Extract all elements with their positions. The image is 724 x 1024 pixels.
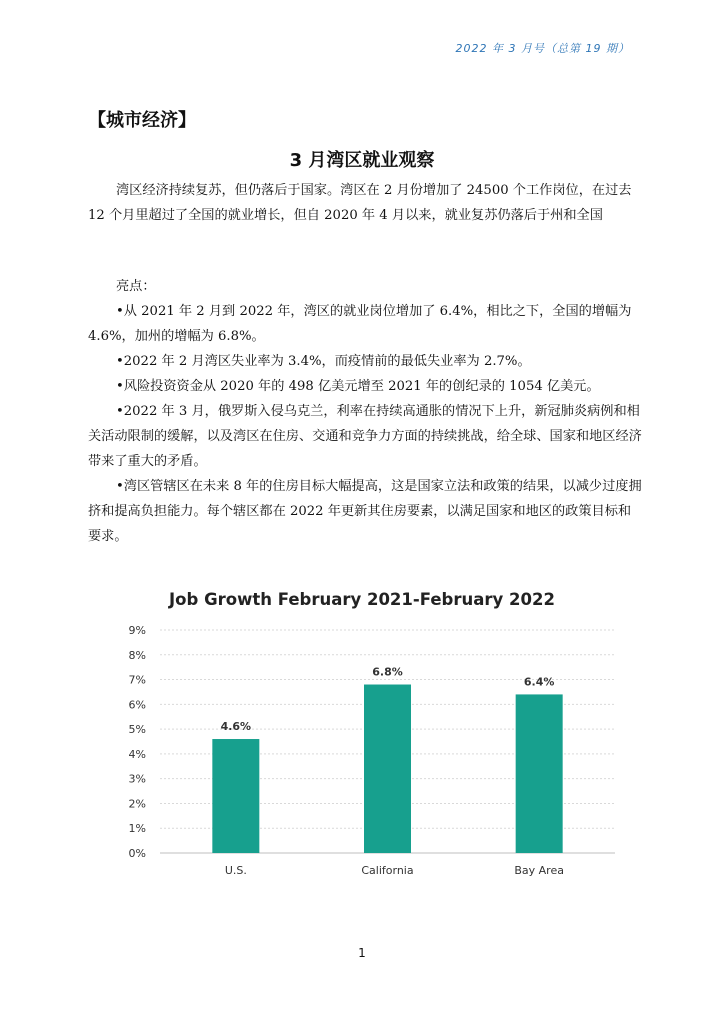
highlight-item: •风险投资资金从 2020 年的 498 亿美元增至 2021 年的创纪录的 1054 亿美元。 [116,379,600,394]
data-label: 6.4% [523,675,555,689]
bar [516,694,563,853]
highlights-label: 亮点： [116,279,156,294]
y-tick-label: 8% [128,648,146,662]
y-tick-label: 2% [128,797,146,811]
intro-text: 湾区经济持续复苏，但仍落后于国家。湾区在 2 月份增加了 24500 个工作岗位，在过去 12 个月里超过了全国的就业增长，但自 2020 年 4 月以来，就业复苏仍落后于州和全国 [88,183,632,223]
highlight-item: •湾区管辖区在未来 8 年的住房目标大幅提高，这是国家立法和政策的结果，以减少过度拥挤和提高负担能力。每个辖区都在 2022 年更新其住房要素，以满足国家和地区的政策目标和要求。 [88,479,642,544]
bar [364,685,411,853]
issue-header: 2022 年 3 月号（总第 19 期） [455,42,630,55]
y-tick-label: 6% [128,698,146,712]
y-tick-label: 7% [128,673,146,687]
y-tick-label: 5% [128,723,146,737]
chart-title: Job Growth February 2021-February 2022 [169,590,555,609]
y-tick-label: 3% [128,772,146,786]
page-number: 1 [358,946,366,960]
highlights-section [88,274,644,549]
job-growth-bar-chart [110,614,630,884]
y-tick-label: 9% [128,624,146,637]
y-tick-label: 1% [128,822,146,836]
section-tag: 【城市经济】 [88,110,196,131]
category-label: California [361,864,414,877]
category-label: Bay Area [514,864,564,877]
y-tick-label: 4% [128,747,146,761]
highlight-item: •2022 年 3 月，俄罗斯入侵乌克兰，利率在持续高通胀的情况下上升，新冠肺炎病例和相关活动限制的缓解，以及湾区在住房、交通和竞争力方面的持续挑战，给全球、国家和地区经济带来了重大的矛盾。 [88,404,642,469]
data-label: 4.6% [220,720,252,734]
highlight-item: •从 2021 年 2 月到 2022 年，湾区的就业岗位增加了 6.4%，相比之下，全国的增幅为 4.6%，加州的增幅为 6.8%。 [88,304,632,344]
data-label: 6.8% [372,665,403,679]
bar [212,739,259,853]
article-title: 3 月湾区就业观察 [289,150,435,171]
intro-paragraph [88,178,644,228]
y-tick-label: 0% [128,847,146,860]
category-label: U.S. [224,864,247,877]
highlight-item: •2022 年 2 月湾区失业率为 3.4%，而疫情前的最低失业率为 2.7%。 [116,354,531,369]
